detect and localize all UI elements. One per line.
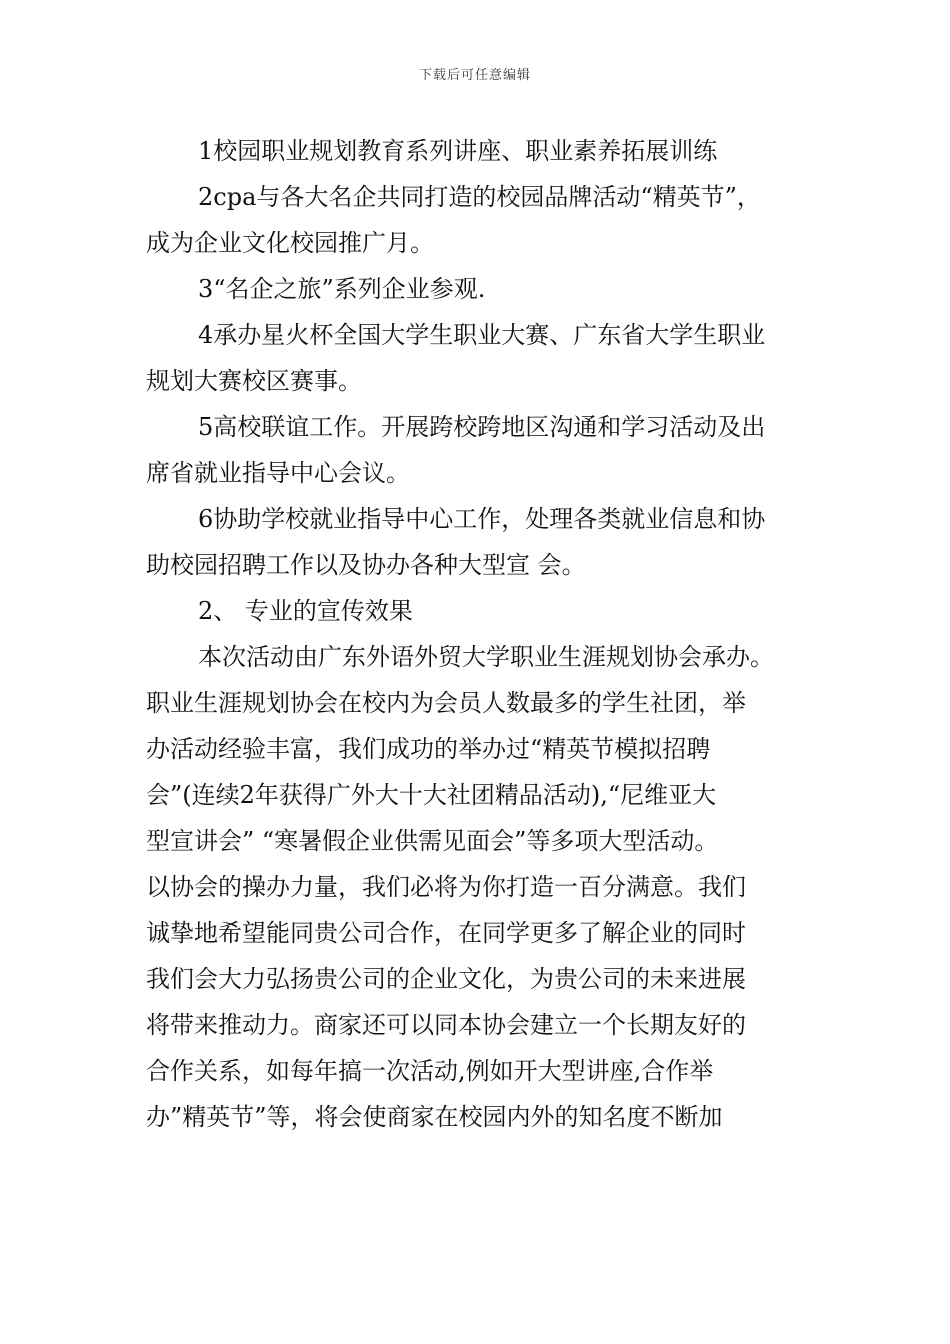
- text-line: 5高校联谊工作。开展跨校跨地区沟通和学习活动及出: [198, 413, 766, 441]
- text-line: 助校园招聘工作以及协办各种大型宣 会。: [146, 551, 586, 579]
- text-line: 型宣讲会” “寒暑假企业供需见面会”等多项大型活动。: [146, 827, 719, 855]
- text-line: 规划大赛校区赛事。: [146, 367, 362, 395]
- text-line: 6协助学校就业指导中心工作，处理各类就业信息和协: [198, 505, 766, 533]
- text-line: 职业生涯规划协会在校内为会员人数最多的学生社团，举: [146, 689, 746, 717]
- text-line: 我们会大力弘扬贵公司的企业文化，为贵公司的未来进展: [146, 965, 746, 993]
- text-line: 会”(连续2年获得广外大十大社团精品活动),“尼维亚大: [146, 781, 717, 809]
- section-heading: 2、 专业的宣传效果: [198, 597, 413, 625]
- text-line: 办”精英节”等，将会使商家在校园内外的知名度不断加: [146, 1103, 723, 1131]
- text-line: 4承办星火杯全国大学生职业大赛、广东省大学生职业: [198, 321, 766, 349]
- text-line: 1校园职业规划教育系列讲座、职业素养拓展训练: [198, 137, 718, 165]
- document-body: [146, 128, 811, 1140]
- text-line: 以协会的操办力量，我们必将为你打造一百分满意。我们: [146, 873, 746, 901]
- text-line: 本次活动由广东外语外贸大学职业生涯规划协会承办。: [198, 643, 774, 671]
- text-line: 2cpa与各大名企共同打造的校园品牌活动“精英节”，: [198, 183, 761, 211]
- text-line: 将带来推动力。商家还可以同本协会建立一个长期友好的: [146, 1011, 746, 1039]
- text-line: 3“名企之旅”系列企业参观.: [198, 275, 486, 303]
- text-line: 办活动经验丰富，我们成功的举办过“精英节模拟招聘: [146, 735, 711, 763]
- text-line: 席省就业指导中心会议。: [146, 459, 410, 487]
- text-line: 成为企业文化校园推广月。: [146, 229, 434, 257]
- text-line: 诚挚地希望能同贵公司合作，在同学更多了解企业的同时: [146, 919, 746, 947]
- page-header: 下载后可任意编辑: [418, 68, 531, 83]
- text-line: 合作关系，如每年搞一次活动,例如开大型讲座,合作举: [146, 1057, 714, 1085]
